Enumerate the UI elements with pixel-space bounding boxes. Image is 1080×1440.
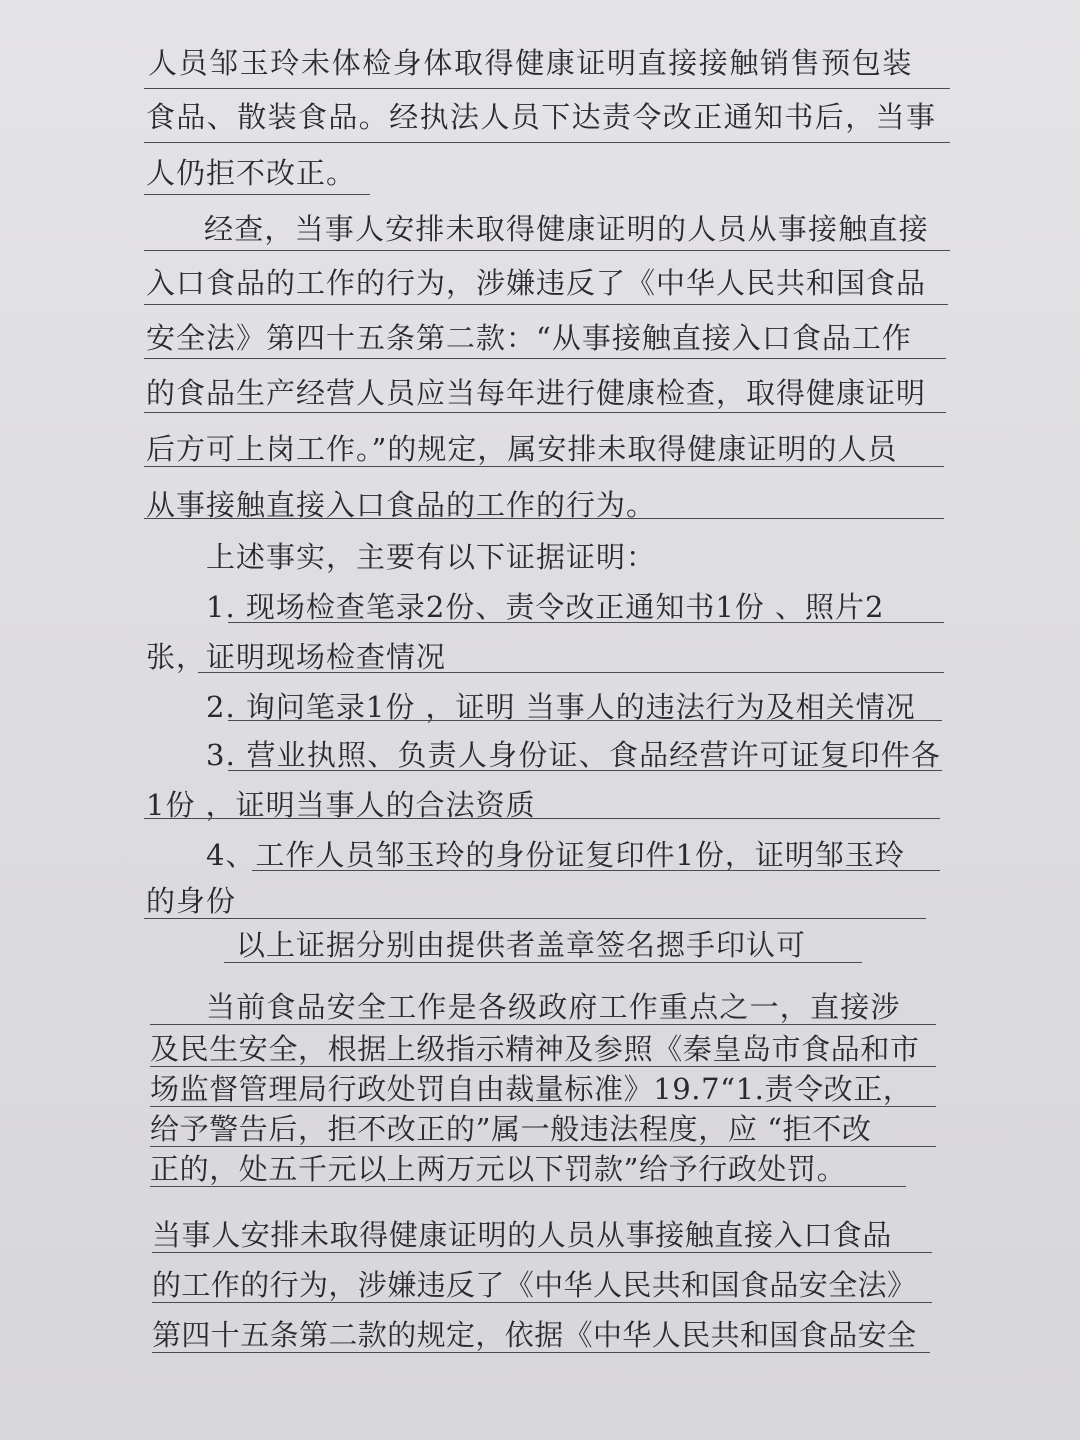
underline-23	[150, 1186, 906, 1187]
text-line-6: 安全法》第四十五条第二款：“从事接触直接入口食品工作	[146, 321, 912, 355]
underline-22	[150, 1146, 936, 1147]
underline-25	[152, 1302, 932, 1303]
text-line-24: 当事人安排未取得健康证明的人员从事接触直接入口食品	[152, 1218, 893, 1252]
underline-21	[150, 1106, 936, 1107]
underline-1	[144, 88, 950, 89]
text-line-15: 1份 ，证明当事人的合法资质	[146, 788, 536, 822]
underline-8	[144, 466, 944, 467]
text-line-2: 食品、散装食品。经执法人员下达责令改正通知书后，当事	[146, 100, 937, 134]
text-line-10: 上述事实，主要有以下证据证明：	[206, 540, 657, 574]
text-line-4: 经查，当事人安排未取得健康证明的人员从事接触直接	[204, 212, 929, 246]
text-line-17: 的身份	[146, 884, 237, 918]
underline-16	[252, 870, 940, 871]
text-line-14: 3. 营业执照、负责人身份证、食品经营许可证复印件各	[206, 738, 942, 772]
text-line-19: 当前食品安全工作是各级政府工作重点之一，直接涉	[206, 990, 901, 1024]
underline-11	[228, 622, 944, 623]
text-line-23: 正的，处五千元以上两万元以下罚款”给予行政处罚。	[150, 1152, 847, 1186]
underline-3	[144, 194, 370, 195]
underline-5	[144, 304, 948, 305]
underline-18	[224, 962, 862, 963]
text-line-16: 4、工作人员邹玉玲的身份证复印件1份，证明邹玉玲	[206, 838, 905, 872]
text-line-26: 第四十五条第二款的规定，依据《中华人民共和国食品安全	[152, 1318, 917, 1352]
underline-15	[144, 818, 940, 819]
underline-24	[152, 1252, 932, 1253]
underline-9	[144, 518, 944, 519]
text-line-21: 场监督管理局行政处罚自由裁量标准》19.7“1.责令改正，	[150, 1072, 913, 1106]
text-line-13: 2. 询问笔录1份 ，证明 当事人的违法行为及相关情况	[206, 690, 916, 724]
underline-14	[228, 770, 942, 771]
underline-2	[144, 142, 950, 143]
underline-7	[144, 412, 946, 413]
text-line-18: 以上证据分别由提供者盖章签名摁手印认可	[236, 928, 807, 962]
underline-12	[198, 672, 944, 673]
text-line-1: 人员邹玉玲未体检身体取得健康证明直接接触销售预包装	[148, 46, 914, 80]
text-line-20: 及民生安全，根据上级指示精神及参照《秦皇岛市食品和市	[150, 1032, 920, 1066]
underline-13	[228, 720, 942, 721]
underline-4	[144, 250, 950, 251]
underline-6	[144, 358, 946, 359]
text-line-8: 后方可上岗工作。”的规定，属安排未取得健康证明的人员	[146, 432, 898, 466]
underline-20	[150, 1066, 936, 1067]
text-line-12: 张，证明现场检查情况	[146, 640, 447, 674]
underline-17	[144, 918, 926, 919]
underline-26	[152, 1352, 930, 1353]
text-line-25: 的工作的行为，涉嫌违反了《中华人民共和国食品安全法》	[152, 1268, 917, 1302]
text-line-7: 的食品生产经营人员应当每年进行健康检查，取得健康证明	[146, 376, 927, 410]
underline-19	[150, 1024, 936, 1025]
text-line-9: 从事接触直接入口食品的工作的行为。	[146, 488, 657, 522]
text-line-22: 给予警告后，拒不改正的”属一般违法程度，应 “拒不改	[150, 1112, 872, 1146]
text-line-5: 入口食品的工作的行为，涉嫌违反了《中华人民共和国食品	[146, 266, 927, 300]
text-line-11: 1. 现场检查笔录2份、责令改正通知书1份 、照片2	[206, 590, 885, 624]
text-line-3: 人仍拒不改正。	[146, 156, 357, 190]
